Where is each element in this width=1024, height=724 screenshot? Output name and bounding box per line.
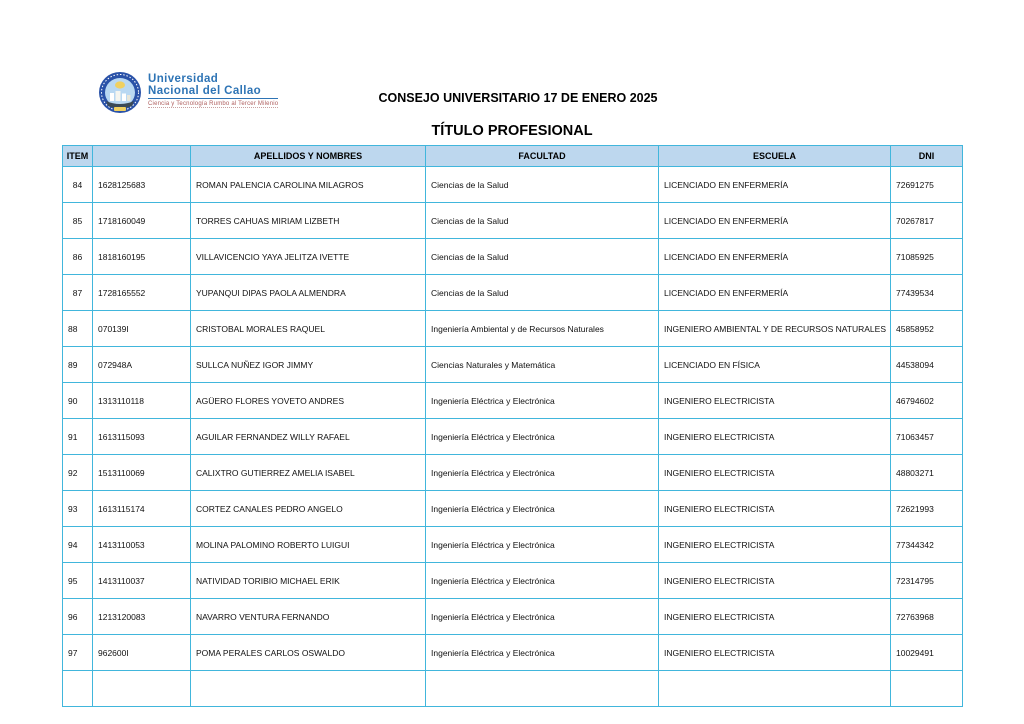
cell-dni: 71063457 [891, 419, 963, 455]
cell-dni: 77439534 [891, 275, 963, 311]
column-header-item: ITEM [63, 146, 93, 167]
cell-name: CRISTOBAL MORALES RAQUEL [191, 311, 426, 347]
cell-code: 1613115174 [93, 491, 191, 527]
table-row [63, 239, 963, 275]
cell-dni: 44538094 [891, 347, 963, 383]
table-row [63, 527, 963, 563]
column-header-code [93, 146, 191, 167]
cell-escuela: INGENIERO ELECTRICISTA [659, 635, 891, 671]
column-header-escuela: ESCUELA [659, 146, 891, 167]
table-row [63, 491, 963, 527]
cell-item: 95 [63, 563, 93, 599]
cell-code: 1513110069 [93, 455, 191, 491]
cell-item: 89 [63, 347, 93, 383]
cell-code: 072948A [93, 347, 191, 383]
cell-facultad: Ingeniería Eléctrica y Electrónica [426, 419, 659, 455]
cell-item: 96 [63, 599, 93, 635]
cell-code: 1728165552 [93, 275, 191, 311]
next-page-partial-row [63, 671, 963, 707]
cell-code: 1613115093 [93, 419, 191, 455]
cell-item: 93 [63, 491, 93, 527]
cell-item: 84 [63, 167, 93, 203]
cell-escuela: LICENCIADO EN ENFERMERÍA [659, 239, 891, 275]
cell-code: 1413110053 [93, 527, 191, 563]
cell-item: 88 [63, 311, 93, 347]
table-row [63, 311, 963, 347]
cell-item: 97 [63, 635, 93, 671]
cell-dni: 72763968 [891, 599, 963, 635]
cell-escuela: INGENIERO AMBIENTAL Y DE RECURSOS NATURALES [659, 311, 891, 347]
cell-code: 1818160195 [93, 239, 191, 275]
column-header-dni: DNI [891, 146, 963, 167]
table-header-row [63, 146, 963, 167]
cell-dni: 45858952 [891, 311, 963, 347]
cell-escuela: LICENCIADO EN ENFERMERÍA [659, 275, 891, 311]
cell-name: AGUILAR FERNANDEZ WILLY RAFAEL [191, 419, 426, 455]
column-header-names: APELLIDOS Y NOMBRES [191, 146, 426, 167]
table-row [63, 347, 963, 383]
table-row [63, 599, 963, 635]
cell-name: VILLAVICENCIO YAYA JELITZA IVETTE [191, 239, 426, 275]
cell-facultad: Ciencias de la Salud [426, 203, 659, 239]
cell-name: NATIVIDAD TORIBIO MICHAEL ERIK [191, 563, 426, 599]
university-tagline: Ciencia y Tecnología Rumbo al Tercer Milenio [148, 101, 279, 107]
cell-code: 1628125683 [93, 167, 191, 203]
cell-code: 070139I [93, 311, 191, 347]
column-header-facultad: FACULTAD [426, 146, 659, 167]
cell-facultad: Ingeniería Eléctrica y Electrónica [426, 527, 659, 563]
cell-dni: 72691275 [891, 167, 963, 203]
cell-name: TORRES CAHUAS MIRIAM LIZBETH [191, 203, 426, 239]
cell-item: 87 [63, 275, 93, 311]
cell-facultad: Ingeniería Eléctrica y Electrónica [426, 455, 659, 491]
table-row [63, 383, 963, 419]
table-row [63, 635, 963, 671]
cell-name: AGÜERO FLORES YOVETO ANDRES [191, 383, 426, 419]
cell-code: 1718160049 [93, 203, 191, 239]
cell-escuela: INGENIERO ELECTRICISTA [659, 527, 891, 563]
cell-item: 92 [63, 455, 93, 491]
cell-name: MOLINA PALOMINO ROBERTO LUIGUI [191, 527, 426, 563]
table-row [63, 419, 963, 455]
cell-item: 86 [63, 239, 93, 275]
cell-name: POMA PERALES CARLOS OSWALDO [191, 635, 426, 671]
cell-name: CORTEZ CANALES PEDRO ANGELO [191, 491, 426, 527]
table-row [63, 563, 963, 599]
cell-code: 1213120083 [93, 599, 191, 635]
cell-facultad: Ingeniería Eléctrica y Electrónica [426, 599, 659, 635]
cell-code: 962600I [93, 635, 191, 671]
cell-facultad: Ingeniería Ambiental y de Recursos Naturales [426, 311, 659, 347]
university-name-line1: Universidad [148, 73, 219, 85]
cell-escuela: INGENIERO ELECTRICISTA [659, 383, 891, 419]
cell-item: 85 [63, 203, 93, 239]
cell-escuela: LICENCIADO EN ENFERMERÍA [659, 167, 891, 203]
cell-dni: 72621993 [891, 491, 963, 527]
cell-dni: 72314795 [891, 563, 963, 599]
cell-escuela: INGENIERO ELECTRICISTA [659, 563, 891, 599]
cell-name: NAVARRO VENTURA FERNANDO [191, 599, 426, 635]
cell-facultad: Ciencias Naturales y Matemática [426, 347, 659, 383]
cell-facultad: Ingeniería Eléctrica y Electrónica [426, 491, 659, 527]
cell-dni: 71085925 [891, 239, 963, 275]
cell-item: 90 [63, 383, 93, 419]
titles-table [62, 145, 963, 707]
cell-dni: 77344342 [891, 527, 963, 563]
table-row [63, 455, 963, 491]
cell-dni: 48803271 [891, 455, 963, 491]
document-subtitle: TÍTULO PROFESIONAL [431, 123, 593, 139]
cell-dni: 10029491 [891, 635, 963, 671]
cell-code: 1413110037 [93, 563, 191, 599]
cell-facultad: Ciencias de la Salud [426, 167, 659, 203]
cell-item: 91 [63, 419, 93, 455]
table-row [63, 203, 963, 239]
cell-code: 1313110118 [93, 383, 191, 419]
cell-name: SULLCA NUÑEZ IGOR JIMMY [191, 347, 426, 383]
cell-facultad: Ingeniería Eléctrica y Electrónica [426, 635, 659, 671]
cell-facultad: Ciencias de la Salud [426, 239, 659, 275]
cell-escuela: INGENIERO ELECTRICISTA [659, 491, 891, 527]
cell-escuela: LICENCIADO EN ENFERMERÍA [659, 203, 891, 239]
cell-name: CALIXTRO GUTIERREZ AMELIA ISABEL [191, 455, 426, 491]
cell-facultad: Ingeniería Eléctrica y Electrónica [426, 383, 659, 419]
document-title: CONSEJO UNIVERSITARIO 17 DE ENERO 2025 [378, 91, 658, 105]
university-name-line2: Nacional del Callao [148, 85, 278, 99]
table-row [63, 167, 963, 203]
table-body [63, 167, 963, 671]
cell-escuela: LICENCIADO EN FÍSICA [659, 347, 891, 383]
cell-facultad: Ciencias de la Salud [426, 275, 659, 311]
cell-item: 94 [63, 527, 93, 563]
cell-dni: 70267817 [891, 203, 963, 239]
cell-escuela: INGENIERO ELECTRICISTA [659, 455, 891, 491]
table-row [63, 275, 963, 311]
cell-name: ROMAN PALENCIA CAROLINA MILAGROS [191, 167, 426, 203]
cell-name: YUPANQUI DIPAS PAOLA ALMENDRA [191, 275, 426, 311]
cell-escuela: INGENIERO ELECTRICISTA [659, 419, 891, 455]
cell-escuela: INGENIERO ELECTRICISTA [659, 599, 891, 635]
cell-dni: 46794602 [891, 383, 963, 419]
cell-facultad: Ingeniería Eléctrica y Electrónica [426, 563, 659, 599]
